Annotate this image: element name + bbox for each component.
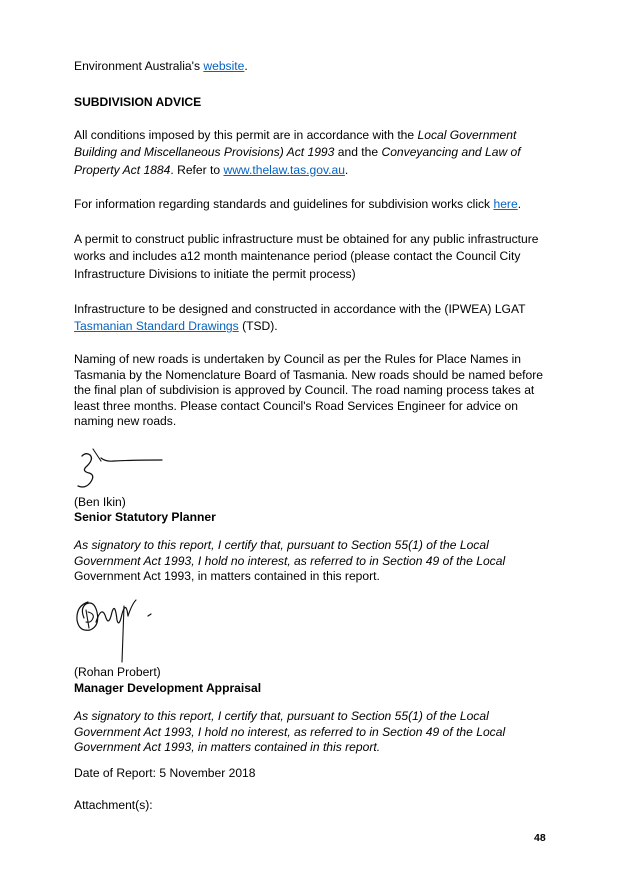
intro-paragraph xyxy=(74,58,552,75)
infrastructure-paragraph xyxy=(74,301,552,336)
standards-suffix: . xyxy=(517,197,522,211)
act-title-2: Conveyancing and Law of Property Act 1884 xyxy=(74,145,521,177)
infrastructure-text: Infrastructure to be designed and constructed in accordance with the (IPWEA) LGAT xyxy=(74,302,526,316)
here-link[interactable]: here xyxy=(493,197,518,211)
conditions-text-3: . Refer to xyxy=(170,162,224,177)
signatory2-title: Manager Development Appraisal xyxy=(74,681,262,695)
conditions-paragraph xyxy=(74,127,552,179)
signatory1-title: Senior Statutory Planner xyxy=(74,510,216,524)
signatory2-name: (Rohan Probert) xyxy=(74,665,161,679)
permit-paragraph: A permit to construct public infrastructure must be obtained for any public infrastructure works and includes a12 month maintenance period (please contact the Council City Infrastructure Divisions to initiate the permit process) xyxy=(74,232,539,281)
infrastructure-suffix: (TSD). xyxy=(238,319,278,334)
tsd-link[interactable]: Tasmanian Standard Drawings xyxy=(74,319,239,334)
thelaw-link[interactable]: www.thelaw.tas.gov.au xyxy=(223,162,345,177)
conditions-text-4: . xyxy=(344,162,349,177)
website-link[interactable]: website xyxy=(203,59,245,73)
certification-normal-text: Government Act 1993, in matters contained in this report. xyxy=(74,569,380,583)
signatory2-certification: As signatory to this report, I certify that, pursuant to Section 55(1) of the Local Government Act 1993, I hold no interest, as referred to in Section 49 of the Local Government Act 1993, in matters contained in this report. xyxy=(74,709,506,754)
signatory1-certification xyxy=(74,538,552,585)
signatory1-name: (Ben Ikin) xyxy=(74,495,126,509)
conditions-text-1: All conditions imposed by this permit are in accordance with the xyxy=(74,128,418,142)
naming-paragraph: Naming of new roads is undertaken by Council as per the Rules for Place Names in Tasmania by the Nomenclature Board of Tasmania. New roads should be named before the final plan of subdivision is approved by Council. The road naming process takes at least three months. Please contact Council's Road Services Engineer for advice on naming new roads. xyxy=(74,352,544,428)
act-title-1: Local Government Building and Miscellaneous Provisions) Act 1993 xyxy=(74,128,517,160)
standards-paragraph xyxy=(74,196,552,213)
certification-italic-text: As signatory to this report, I certify that, pursuant to Section 55(1) of the Local Government Act 1993, I hold no interest, as referred to in Section 49 of the Local xyxy=(74,538,506,568)
conditions-text-2: and the xyxy=(334,145,382,160)
standards-text: For information regarding standards and guidelines for subdivision works click xyxy=(74,197,494,211)
intro-suffix: . xyxy=(244,59,248,73)
section-heading: SUBDIVISION ADVICE xyxy=(74,95,202,109)
page-number: 48 xyxy=(534,832,546,844)
ben-ikin-signature-icon xyxy=(74,446,166,494)
intro-text: Environment Australia's xyxy=(74,59,204,73)
attachments-label: Attachment(s): xyxy=(74,798,153,812)
date-of-report: Date of Report: 5 November 2018 xyxy=(74,766,256,780)
rohan-probert-signature-icon xyxy=(72,592,162,664)
